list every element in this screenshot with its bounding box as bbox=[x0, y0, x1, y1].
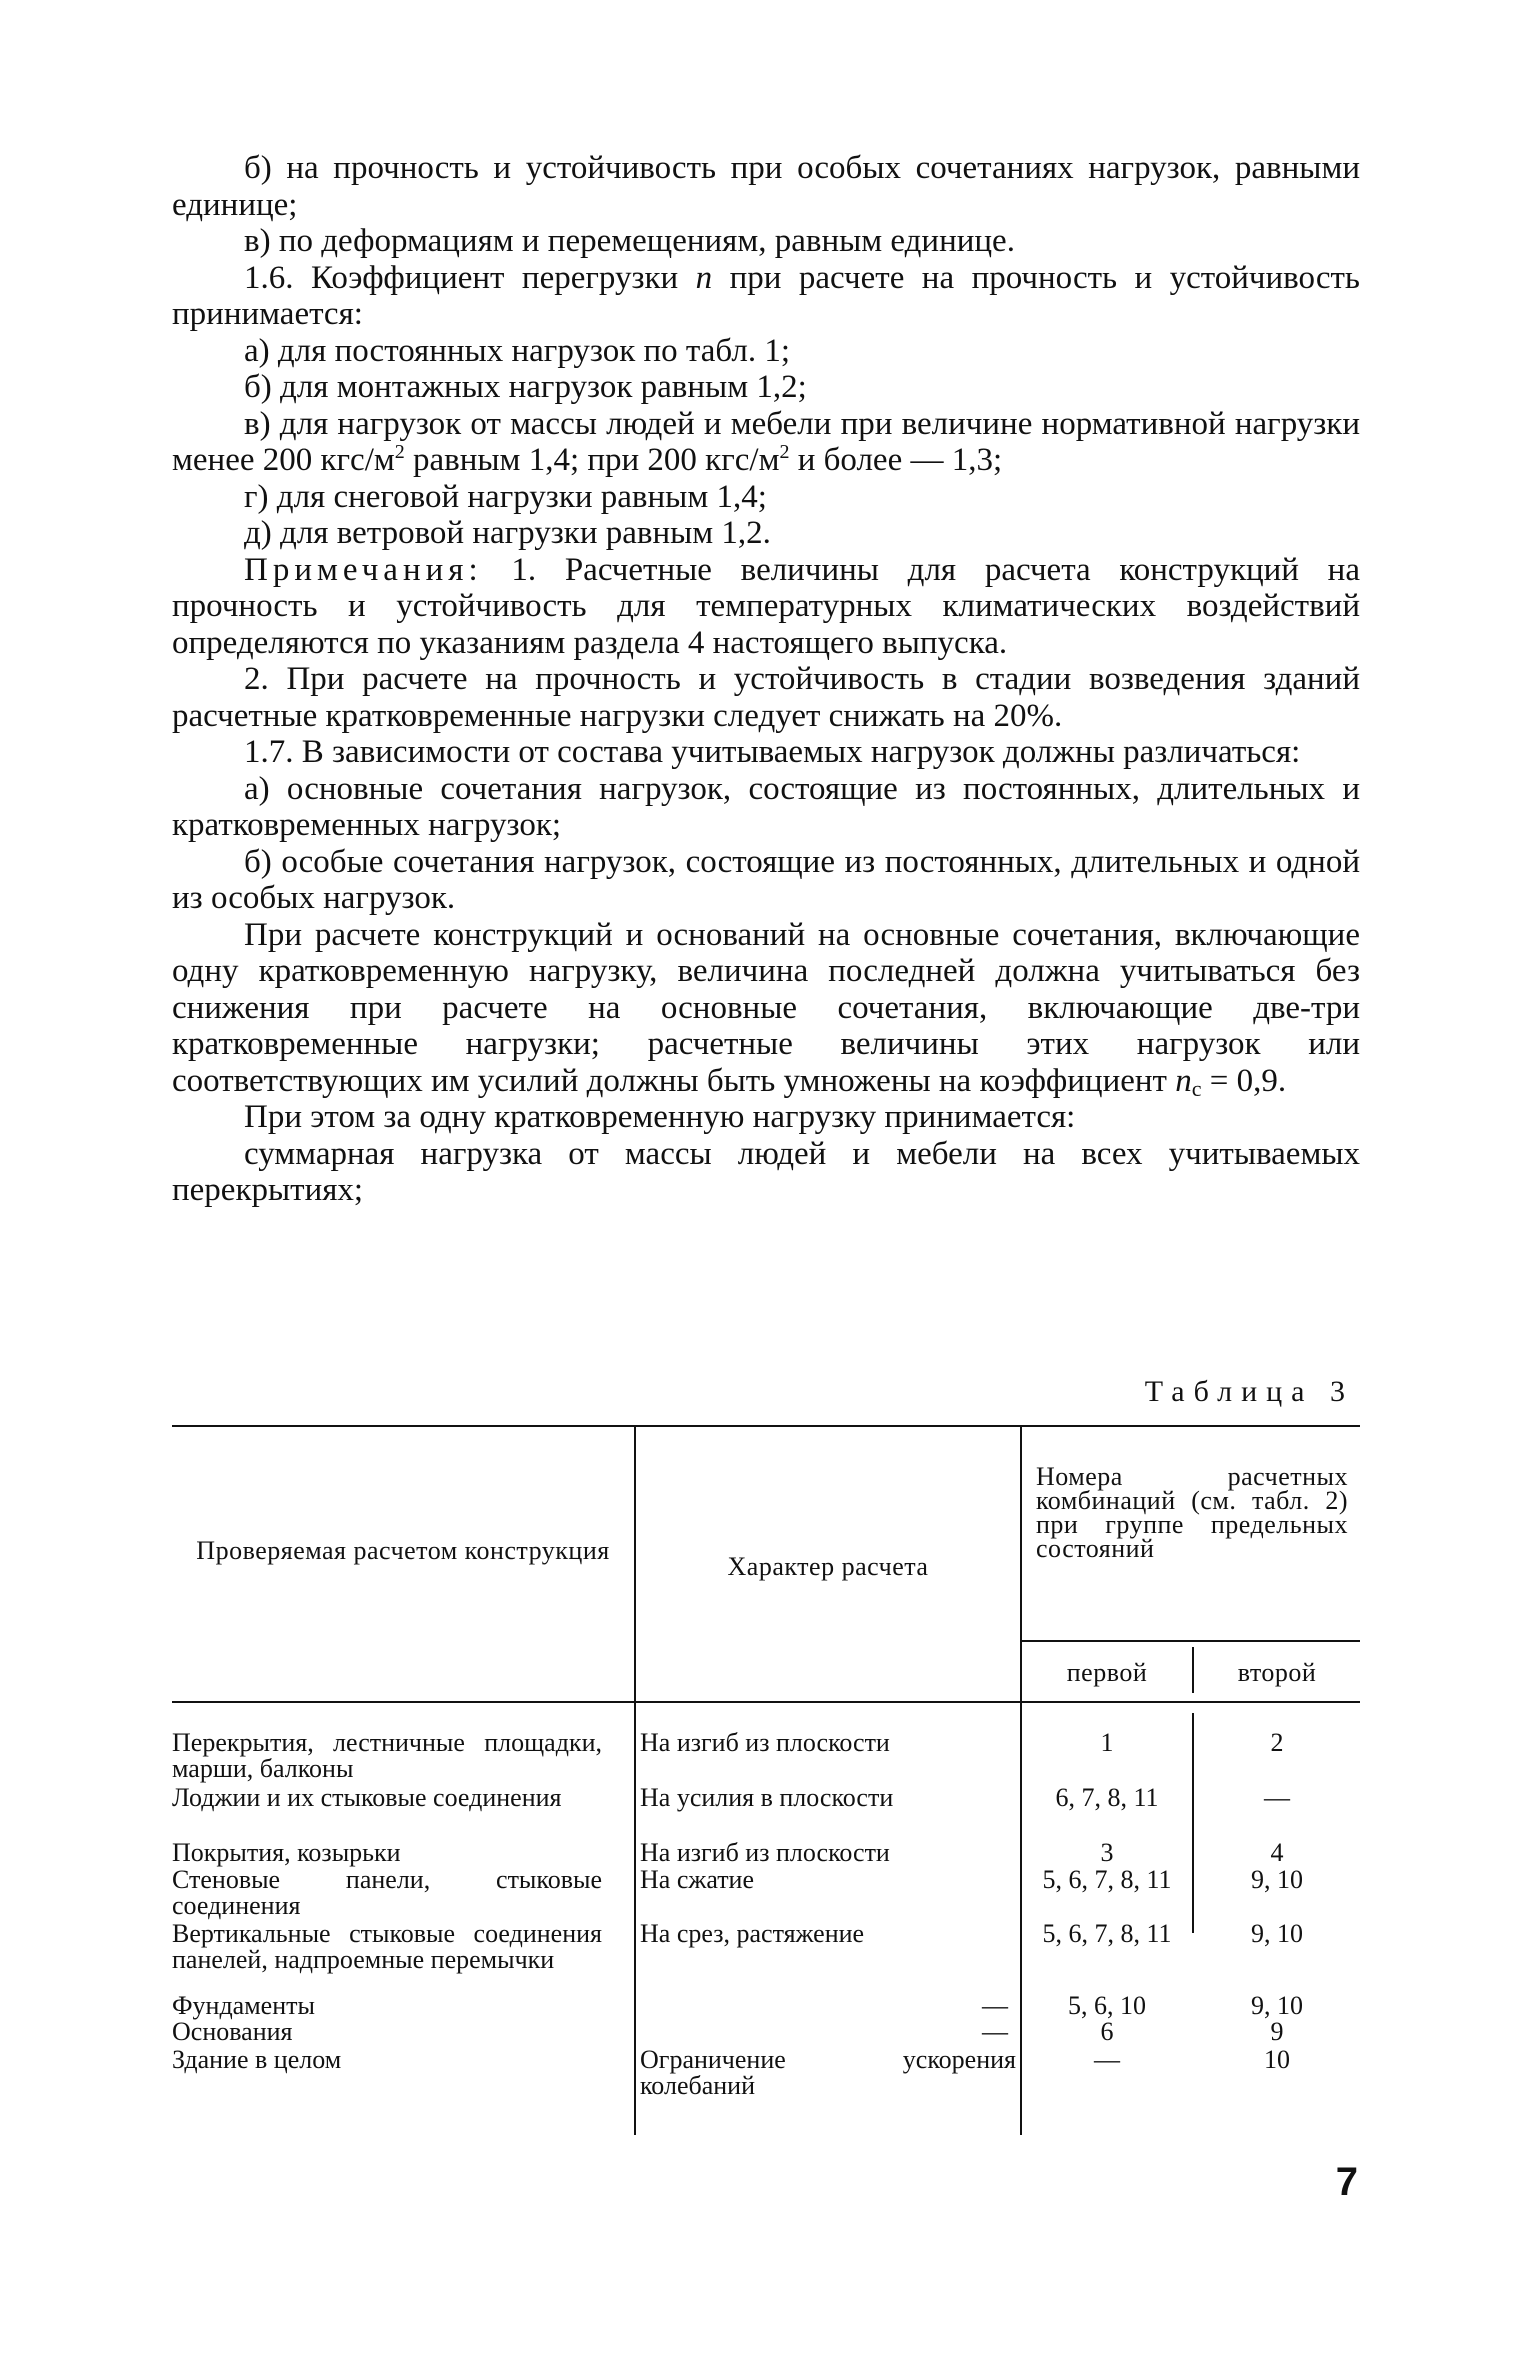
cell-first-group: 6, 7, 8, 11 bbox=[1055, 1783, 1159, 1812]
cell-calculation-type: На изгиб из плоскости bbox=[640, 1838, 890, 1867]
header-combination-numbers: Номера расчетных комбинаций (см. табл. 2) при группе предельных состояний bbox=[1036, 1462, 1348, 1563]
cell-construction: Стеновые панели, стыковые соединения bbox=[172, 1865, 602, 1920]
paragraph: а) основные сочетания нагрузок, состоящие из постоянных, длительных и кратковременных нагрузок; bbox=[172, 770, 1360, 843]
paragraph: При этом за одну кратковременную нагрузку принимается: bbox=[244, 1099, 1076, 1135]
cell-calculation-type: На сжатие bbox=[640, 1865, 755, 1894]
table-caption: Таблица 3 bbox=[1144, 1375, 1354, 1408]
cell-first-group: 3 bbox=[1100, 1838, 1114, 1867]
paragraph: б) для монтажных нагрузок равным 1,2; bbox=[244, 369, 807, 405]
cell-first-group: 5, 6, 7, 8, 11 bbox=[1042, 1865, 1172, 1894]
cell-second-group: 9 bbox=[1270, 2017, 1284, 2046]
cell-second-group: 4 bbox=[1270, 1838, 1284, 1867]
cell-calculation-type: На срез, растяжение bbox=[640, 1919, 865, 1948]
cell-calculation-type: Ограничение ускорения колебаний bbox=[640, 2045, 1016, 2100]
notes-paragraph: Примечания: 1. Расчетные величины для расчета конструкций на прочность и устойчивость для температурных климатических воздействий определяются по указаниям раздела 4 настоящего выпуска. bbox=[172, 551, 1360, 661]
paragraph: 2. При расчете на прочность и устойчивость в стадии возведения зданий расчетные кратковременные нагрузки следует снижать на 20%. bbox=[172, 661, 1360, 734]
paragraph: суммарная нагрузка от массы людей и мебели на всех учитываемых перекрытиях; bbox=[172, 1135, 1360, 1208]
cell-construction: Лоджии и их стыковые соединения bbox=[172, 1783, 562, 1812]
paragraph: При расчете конструкций и оснований на основные сочетания, включающие одну кратковременную нагрузку, величина последней должна учитываться без снижения при расчете на основные сочетания, включающие две-три кратковременные нагрузки; расчетные величины этих нагрузок или соответствующих им усилий должны быть умножены на коэффициент $n_c = 0,9$. bbox=[172, 916, 1360, 1101]
header-second-group: второй bbox=[1237, 1658, 1317, 1687]
body-text bbox=[172, 150, 1360, 1209]
cell-construction: Вертикальные стыковые соединения панелей, надпроемные перемычки bbox=[172, 1919, 602, 1974]
page-number: 7 bbox=[1335, 2160, 1358, 2204]
cell-second-group: 9, 10 bbox=[1251, 1865, 1303, 1894]
cell-second-group: — bbox=[1264, 1783, 1290, 1812]
cell-first-group: 5, 6, 7, 8, 11 bbox=[1042, 1919, 1172, 1948]
cell-construction: Основания bbox=[172, 2017, 293, 2046]
paragraph: б) на прочность и устойчивость при особых сочетаниях нагрузок, равными единице; bbox=[172, 150, 1360, 223]
cell-calculation-type: — bbox=[982, 1991, 1008, 2020]
header-calculation-type: Характер расчета bbox=[727, 1552, 929, 1581]
cell-first-group: 6 bbox=[1100, 2017, 1114, 2046]
paragraph: а) для постоянных нагрузок по табл. 1; bbox=[244, 332, 790, 369]
paragraph: б) особые сочетания нагрузок, состоящие из постоянных, длительных и одной из особых нагрузок. bbox=[172, 843, 1360, 916]
cell-second-group: 2 bbox=[1270, 1728, 1284, 1757]
cell-construction: Здание в целом bbox=[172, 2045, 342, 2074]
table-3 bbox=[172, 1425, 1360, 2135]
cell-first-group: 5, 6, 10 bbox=[1068, 1991, 1146, 2020]
cell-calculation-type: На изгиб из плоскости bbox=[640, 1728, 890, 1757]
cell-first-group: 1 bbox=[1100, 1728, 1114, 1757]
cell-construction: Фундаменты bbox=[172, 1991, 315, 2020]
header-first-group: первой bbox=[1066, 1658, 1148, 1687]
header-construction: Проверяемая расчетом конструкция bbox=[196, 1536, 610, 1565]
cell-construction: Перекрытия, лестничные площадки, марши, балконы bbox=[172, 1728, 602, 1783]
paragraph: в) по деформациям и перемещениям, равным единице. bbox=[244, 223, 1015, 259]
cell-second-group: 10 bbox=[1264, 2045, 1290, 2074]
paragraph: г) для снеговой нагрузки равным 1,4; bbox=[244, 478, 767, 515]
cell-calculation-type: — bbox=[982, 2017, 1008, 2046]
cell-first-group: — bbox=[1094, 2045, 1120, 2074]
paragraph: в) для нагрузок от массы людей и мебели при величине нормативной нагрузки менее 200 кгс/$м^2$ равным 1,4; при 200 кгс/$м^2$ и более — 1,3; bbox=[172, 405, 1360, 478]
cell-construction: Покрытия, козырьки bbox=[172, 1838, 401, 1867]
cell-second-group: 9, 10 bbox=[1251, 1919, 1303, 1948]
paragraph: д) для ветровой нагрузки равным 1,2. bbox=[244, 515, 771, 551]
cell-calculation-type: На усилия в плоскости bbox=[640, 1783, 894, 1812]
cell-second-group: 9, 10 bbox=[1251, 1991, 1303, 2020]
paragraph-1-6: 1.6. Коэффициент перегрузки n при расчете на прочность и устойчивость принимается: bbox=[172, 259, 1360, 332]
paragraph-1-7: 1.7. В зависимости от состава учитываемых нагрузок должны различаться: bbox=[244, 734, 1301, 770]
